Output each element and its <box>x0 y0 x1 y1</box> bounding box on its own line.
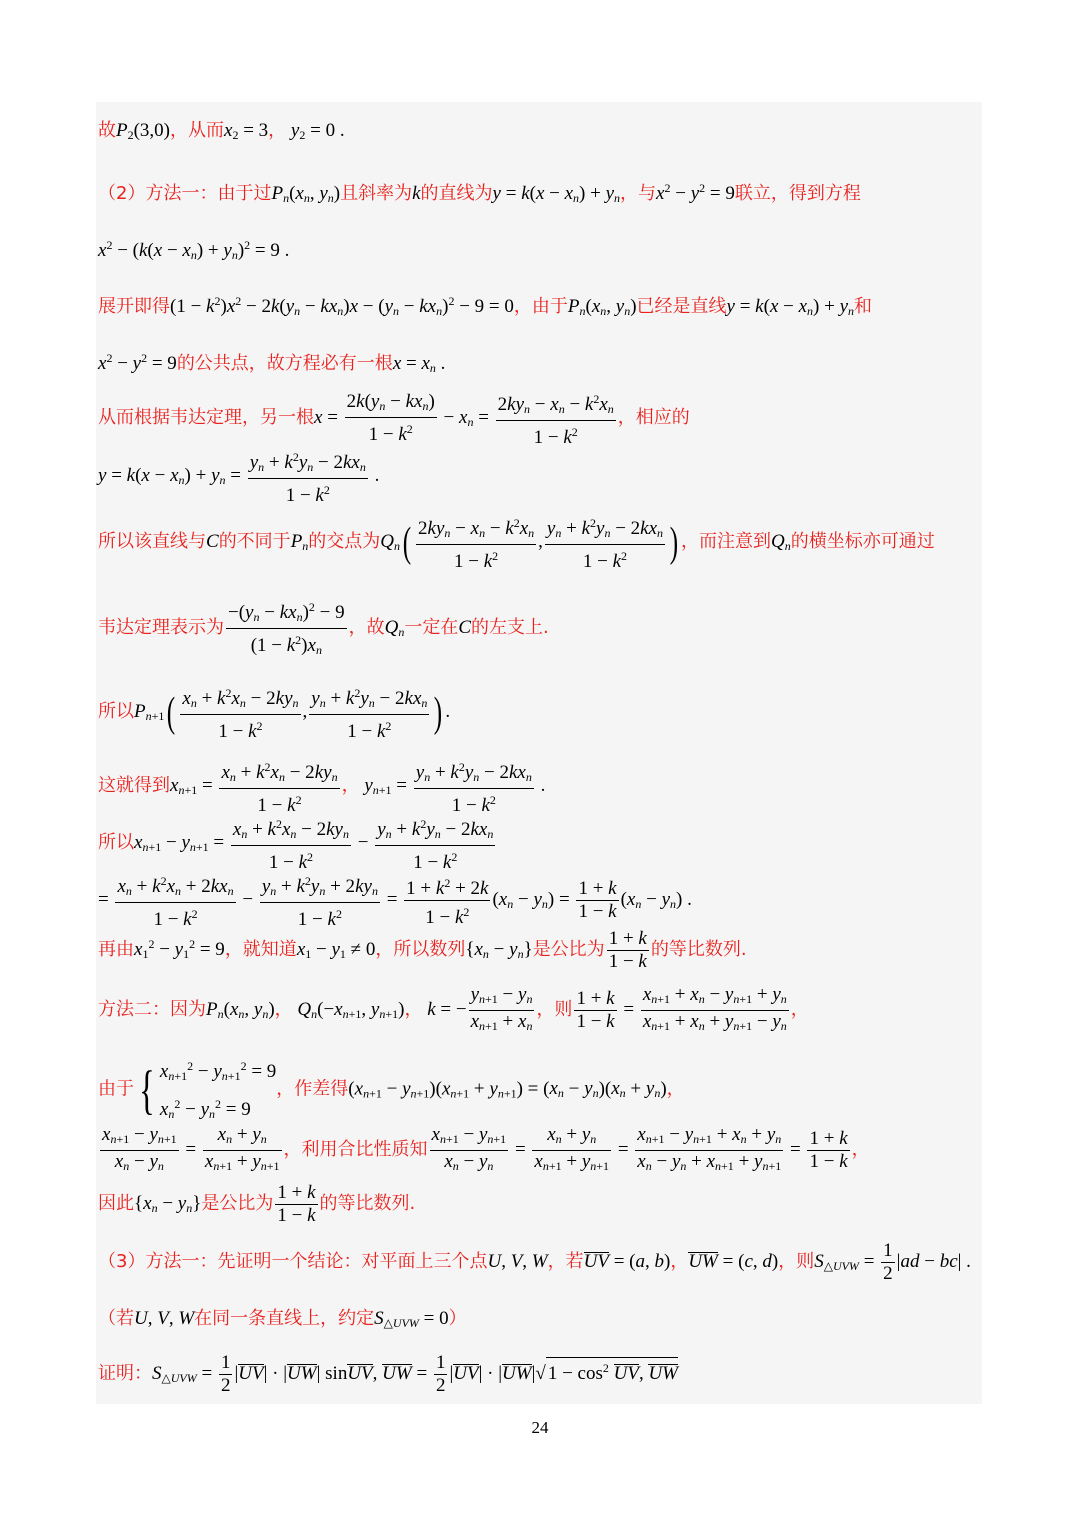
text-line-2: （2）方法一：由于过$P_n(x_n$, $y_n$)且斜率为k的直线为$y = k(x - x_n) + y_n$，与$x^2 - y^2 = 9$联立，得到方程 <box>98 181 861 205</box>
text-line-18: 因此$\{x_n - y_n\}$是公比为 $\frac{1 + k}{1 - k}$ 的等比数列. <box>98 1182 416 1226</box>
text-line-1: 故$P_2(3,0)$，从而$x_2 = 3$， $y_2 = 0$ . <box>98 120 345 142</box>
text-line-19: （3）方法一：先证明一个结论：对平面上三个点U, V, W，若UV = (a, b)，UW = (c, d)，则$S_{\triangle UVW}$ = $\frac{1}{2}$ |ad − bc| . <box>98 1240 971 1284</box>
text-line-8: 所以该直线与C的不同于$P_n$的交点为$Q_n$( $\frac{2ky_n - x_n - k^2x_n}{1 - k^2}$ , $\frac{y_n + k^2y_n - 2kx_n}{1 - k^2}$ ) ，而注意到$Q_n$的横坐标亦可通过 <box>98 512 982 573</box>
text-line-4: 展开即得$(1 - k^2)x^2 - 2k(y_n - kx_n)x - (y_n - kx_n)^2 - 9 = 0$，由于$P_n(x_n$, $y_n$)已经是直线$y = k(x - x_n) + y_n$和 <box>98 294 873 318</box>
text-line-12: 所以$x_{n+1} - y_{n+1}$ = $\frac{x_n + k^2x_n - 2ky_n}{1 - k^2}$ − $\frac{y_n + k^2y_n - 2kx_n}{1 - k^2}$ <box>98 813 982 874</box>
text-line-20: （若U, V, W在同一条直线上，约定$S_{\triangle UVW} = 0$） <box>98 1308 467 1330</box>
text-line-21: 证明：$S_{\triangle UVW}$ = $\frac{1}{2}$ |UV| · |UW| sinUV, UW = $\frac{1}{2}$ |UV| · |UW|√ $1 - \cos^2$ UV, UW <box>98 1352 678 1396</box>
text-line-7: $y = k(x - x_n) + y_n$ = $\frac{y_n + k^2y_n - 2kx_n}{1 - k^2}$ . <box>98 446 982 507</box>
text-line-15: 方法二：因为$P_n(x_n$, $y_n$)， $Q_n(-x_{n+1}$, $y_{n+1}$)， k = − $\frac{y_{n+1} - y_n}{x_{n+1} + x_n}$ ，则 $\frac{1 + k}{1 - k}$ = $\frac{x_{n+1} + x_n - y_{n+1} + y_n}{x_{n+1} + x_n + y_{n+1} - y_n}$ ， <box>98 984 809 1033</box>
text-line-10: 所以$P_{n+1}$( $\frac{x_n + k^2x_n - 2ky_n}{1 - k^2}$ , $\frac{y_n + k^2y_n - 2kx_n}{1 - k^2}$ ) . <box>98 682 982 743</box>
text-line-17: $\frac{x_{n+1} - y_{n+1}}{x_n - y_n}$ = $\frac{x_n + y_n}{x_{n+1} + y_{n+1}}$ ，利用合比性质知 $\frac{x_{n+1} - y_{n+1}}{x_n - y_n}$ = $\frac{x_n + y_n}{x_{n+1} + y_{n+1}}$ = $\frac{x_{n+1} - y_{n+1} + x_n + y_n}{x_n - y_n + x_{n+1} + y_{n+1}}$ = $\frac{1 + k}{1 - k}$ ， <box>102 1124 870 1173</box>
text-line-14: 再由$x_1^2 - y_1^2 = 9$，就知道$x_1 - y_1 \ne 0$，所以数列$\{x_n - y_n\}$是公比为 $\frac{1 + k}{1 - k}$ 的等比数列. <box>98 928 747 972</box>
text-line-16: 由于{ $x_{n+1}^2 - y_{n+1}^2 = 9$ $x_n^2 - y_n^2 = 9$ ，作差得$(x_{n+1} - y_{n+1})(x_{n+1} + y_{n+1}) = (x_n - y_n)(x_n + y_n)$， <box>98 1059 685 1121</box>
page-number: 24 <box>531 1418 549 1437</box>
text-line-3: $x^2 - (k(x - x_n) + y_n)^2 = 9$ . <box>98 238 290 262</box>
text-line-9: 韦达定理表示为 $\frac{-(y_n - kx_n)^2 - 9}{(1 - k^2)x_n}$ ，故$Q_n$一定在C的左支上. <box>98 596 982 661</box>
text-line-5: $x^2 - y^2 = 9$的公共点，故方程必有一根$x = x_n$ . <box>98 351 446 375</box>
text-line-11: 这就得到$x_{n+1}$ = $\frac{x_n + k^2x_n - 2ky_n}{1 - k^2}$ ， $y_{n+1}$ = $\frac{y_n + k^2y_n - 2kx_n}{1 - k^2}$ . <box>98 756 982 817</box>
text-line-13: = $\frac{x_n + k^2x_n + 2kx_n}{1 - k^2}$ − $\frac{y_n + k^2y_n + 2ky_n}{1 - k^2}$ = $\frac{1 + k^2 + 2k}{1 - k^2}$ $(x_n - y_n)$ = $\frac{1 + k}{1 - k}$ $(x_n - y_n)$ . <box>98 870 982 931</box>
text-line-6: 从而根据韦达定理，另一根x = $\frac{2k(y_n - kx_n)}{1 - k^2}$ − $x_n$ = $\frac{2ky_n - x_n - k^2x_n}{1 - k^2}$ ，相应的 <box>98 388 982 449</box>
